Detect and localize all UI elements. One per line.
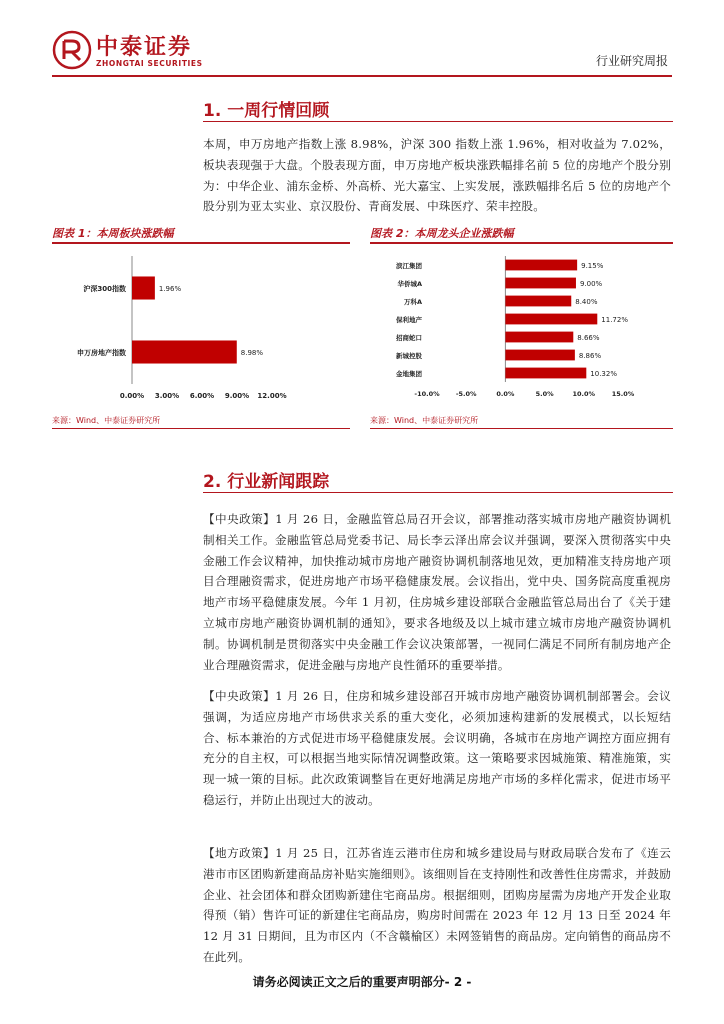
data-label: 8.66% [577,334,600,342]
report-type: 行业研究周报 [595,54,668,68]
footer-disclaimer [0,973,724,990]
category-label: 华侨城A [397,280,422,288]
x-tick-label: -10.0% [414,390,440,398]
chart-bar [132,340,237,363]
chart-bar [505,314,597,325]
x-tick-label: 9.00% [224,392,250,400]
page-number: - 2 - [444,975,472,989]
data-label: 1.96% [158,285,182,293]
x-tick-label: 0.00% [119,392,145,400]
category-label: 沪深300指数 [83,285,126,293]
figure2-label: 图表 2：本周龙头企业涨跌幅 [370,227,514,240]
x-tick-label: 12.00% [257,392,287,400]
x-tick-label: 0.0% [496,390,515,398]
section2-title: 2. 行业新闻跟踪 [203,472,330,492]
figure2-bottom-rule [370,428,673,429]
news-item-1: 【中央政策】1 月 26 日，金融监管总局召开会议，部署推动落实城市房地产融资协调机制相关工作。金融监管总局党委书记、局长李云泽出席会议并强调，要深入贯彻落实中央金融工作会议精神，加快推动城市房地产融资协调机制落地见效，更加精准支持房地产项目合理融资需求，促进房地产市场平稳健康发展。会议指出，党中央、国务院高度重视房地产市场平稳健康发展。今年 1 月初，住房城乡建设部联合金融监管总局出台了《关于建立城市房地产融资协调机制的通知》，要求各地级及以上城市建立城市房地产融资协调机制。协调机制是贯彻落实中央金融工作会议决策部署，一视同仁满足不同所有制房地产企业合理融资需求，促进金融与房地产良性循环的重要举措。 [203,512,671,672]
news-item-2: 【中央政策】1 月 26 日，住房和城乡建设部召开城市房地产融资协调机制部署会。会议强调，为适应房地产市场供求关系的重大变化，必须加速构建新的发展模式，以长短结合、标本兼治的方式促进市场平稳健康发展。会议明确，各城市在房地产调控方面应拥有充分的自主权，可以根据当地实际情况调整政策。这一策略要求因城施策、精准施策，实现一城一策的目标。此次政策调整旨在更好地满足房地产市场的多样化需求，促进市场平稳运行，并防止出现过大的波动。 [203,689,671,807]
figure2-top-rule [370,242,673,244]
data-label: 9.00% [579,280,603,288]
category-label: 申万房地产指数 [77,349,126,357]
header-divider [52,75,672,77]
section2-divider [203,492,673,493]
category-label: 新城控股 [396,352,422,360]
section1-title: 1. 一周行情回顾 [203,101,330,121]
category-label: 万科A [403,298,422,306]
section1-divider [203,121,673,122]
x-tick-label: 6.00% [189,392,215,400]
data-label: 10.32% [590,370,618,378]
category-label: 保利地产 [396,316,422,324]
figure2-source: 来源：Wind、中泰证券研究所 [370,416,479,425]
x-tick-label: 15.0% [611,390,635,398]
data-label: 8.98% [240,349,264,357]
figure2-chart [370,246,673,411]
x-tick-label: 5.0% [535,390,554,398]
section1-paragraph: 本周，申万房地产指数上涨 8.98%，沪深 300 指数上涨 1.96%，相对收益为 7.02%，板块表现强于大盘。个股表现方面，申万房地产板块涨跌幅排名前 5 位的房地产个股分别为：中华企业、浦东金桥、外高桥、光大嘉宝、上实发展，涨跌幅排名后 5 位的房地产个股分别为亚太实业、京汉股份、青商发展、中珠医疗、荣丰控股。 [203,137,671,214]
chart-bar [505,260,577,271]
figure1-top-rule [52,242,350,244]
news-item-3: 【地方政策】1 月 25 日，江苏省连云港市住房和城乡建设局与财政局联合发布了《连云港市市区团购新建商品房补贴实施细则》。该细则旨在支持刚性和改善性住房需求，并鼓励企业、社会团体和群众团购新建住宅商品房。根据细则，团购房屋需为房地产开发企业取得预（销）售许可证的新建住宅商品房，购房时间需在 2023 年 12 月 13 日至 2024 年 12 月 31 日期间，且为市区内（不含赣榆区）未网签销售的商品房。定向销售的商品房不在此列。 [203,846,671,964]
chart-bar [505,332,573,343]
logo-text-cn: 中泰证券 [96,35,193,60]
data-label: 8.40% [575,298,598,306]
logo-text-en: ZHONGTAI SECURITIES [96,59,203,68]
x-tick-label: 10.0% [572,390,596,398]
chart-bar [505,296,571,307]
data-label: 11.72% [601,316,628,324]
figure1-chart [52,246,350,411]
logo-mark-icon [52,30,92,70]
figure1-source: 来源：Wind、中泰证券研究所 [52,416,161,425]
data-label: 8.86% [578,352,602,360]
x-tick-label: -5.0% [455,390,477,398]
chart-bar [505,368,586,379]
chart-bar [505,278,576,289]
footer-note: 请务必阅读正文之后的重要声明部分 [252,975,445,989]
x-tick-label: 3.00% [154,392,180,400]
category-label: 招商蛇口 [396,334,422,342]
chart-bar [132,276,155,299]
figure1-label: 图表 1：本周板块涨跌幅 [52,227,174,240]
company-logo [52,28,222,74]
category-label: 金地集团 [396,370,422,378]
chart-bar [505,350,574,361]
figure1-bottom-rule [52,428,350,429]
category-label: 滨江集团 [396,262,422,270]
data-label: 9.15% [581,262,604,270]
